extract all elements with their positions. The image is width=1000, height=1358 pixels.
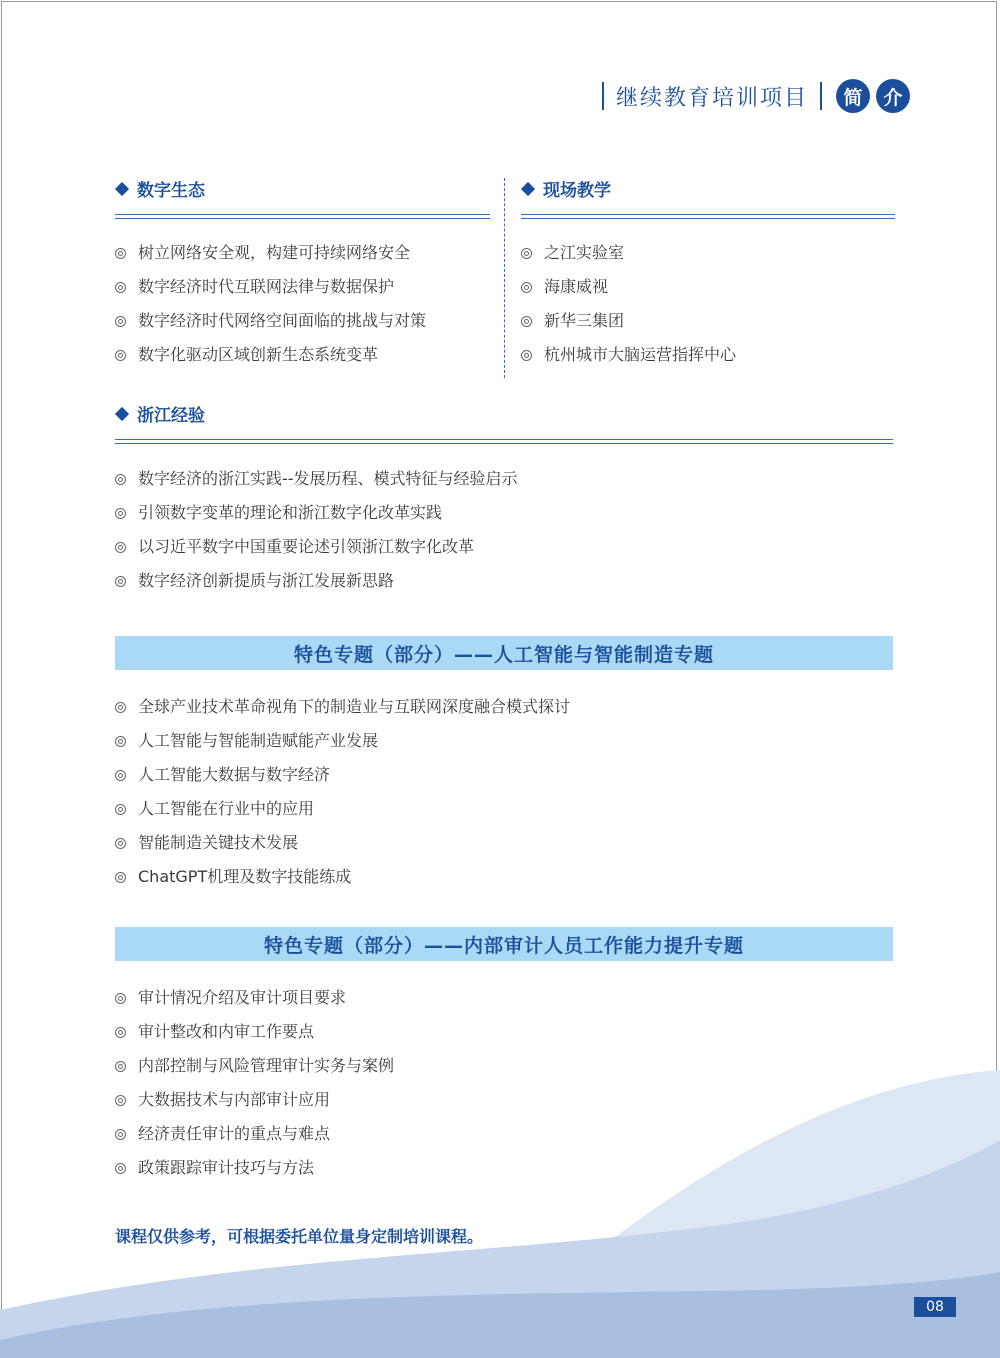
header-badge-char: 介 (876, 79, 910, 113)
circle-bullet-icon (115, 316, 126, 327)
list-item: 新华三集团 (521, 304, 736, 338)
list-item: 数字经济的浙江实践--发展历程、模式特征与经验启示 (115, 462, 518, 496)
list-item: 杭州城市大脑运营指挥中心 (521, 338, 736, 372)
list-item: 审计情况介绍及审计项目要求 (115, 981, 394, 1015)
list-digital-ecology (115, 236, 426, 372)
section-title-zhejiang-experience (115, 401, 205, 426)
header-title: 继续教育培训项目 (615, 85, 808, 111)
topic-banner-ai: 特色专题（部分）——人工智能与智能制造专题 (115, 636, 893, 670)
section-title-text: 现场教学 (543, 181, 611, 201)
circle-bullet-icon (521, 350, 532, 361)
footnote: 课程仅供参考，可根据委托单位量身定制培训课程。 (115, 1227, 484, 1246)
circle-bullet-icon (115, 702, 126, 713)
circle-bullet-icon (115, 350, 126, 361)
circle-bullet-icon (115, 838, 126, 849)
list-item: 全球产业技术革命视角下的制造业与互联网深度融合模式探讨 (115, 690, 570, 724)
circle-bullet-icon (115, 770, 126, 781)
circle-bullet-icon (115, 542, 126, 553)
section-title-text: 数字生态 (137, 181, 205, 201)
list-item: 海康威视 (521, 270, 736, 304)
circle-bullet-icon (115, 872, 126, 883)
section-rule (115, 214, 490, 219)
list-onsite-teaching (521, 236, 736, 372)
list-item: 数字化驱动区域创新生态系统变革 (115, 338, 426, 372)
section-title-onsite-teaching (521, 176, 611, 201)
diamond-icon (521, 181, 535, 195)
circle-bullet-icon (115, 576, 126, 587)
list-item: 人工智能大数据与数字经济 (115, 758, 570, 792)
list-ai-topic (115, 690, 570, 894)
circle-bullet-icon (521, 282, 532, 293)
list-item: 引领数字变革的理论和浙江数字化改革实践 (115, 496, 518, 530)
list-item: 经济责任审计的重点与难点 (115, 1117, 394, 1151)
section-rule (115, 439, 893, 444)
circle-bullet-icon (115, 248, 126, 259)
circle-bullet-icon (115, 804, 126, 815)
page-header (602, 78, 910, 114)
header-divider (602, 82, 604, 110)
list-zhejiang-experience (115, 462, 518, 598)
list-item: 数字经济时代互联网法律与数据保护 (115, 270, 426, 304)
circle-bullet-icon (521, 248, 532, 259)
section-rule (521, 214, 895, 219)
circle-bullet-icon (115, 993, 126, 1004)
list-item: 审计整改和内审工作要点 (115, 1015, 394, 1049)
circle-bullet-icon (521, 316, 532, 327)
list-item: 内部控制与风险管理审计实务与案例 (115, 1049, 394, 1083)
list-item: 数字经济时代网络空间面临的挑战与对策 (115, 304, 426, 338)
circle-bullet-icon (115, 1027, 126, 1038)
header-divider (820, 82, 822, 110)
list-item: 数字经济创新提质与浙江发展新思路 (115, 564, 518, 598)
circle-bullet-icon (115, 282, 126, 293)
header-badge-char: 简 (836, 79, 870, 113)
decorative-waves (0, 1040, 1000, 1358)
list-item: 人工智能与智能制造赋能产业发展 (115, 724, 570, 758)
list-item: 政策跟踪审计技巧与方法 (115, 1151, 394, 1185)
section-title-digital-ecology (115, 176, 205, 201)
circle-bullet-icon (115, 508, 126, 519)
list-item: 树立网络安全观，构建可持续网络安全 (115, 236, 426, 270)
list-item: 以习近平数字中国重要论述引领浙江数字化改革 (115, 530, 518, 564)
diamond-icon (115, 406, 129, 420)
circle-bullet-icon (115, 474, 126, 485)
circle-bullet-icon (115, 736, 126, 747)
list-item: 大数据技术与内部审计应用 (115, 1083, 394, 1117)
section-title-text: 浙江经验 (137, 406, 205, 426)
list-item: ChatGPT机理及数字技能练成 (115, 860, 570, 894)
list-item: 之江实验室 (521, 236, 736, 270)
list-item: 智能制造关键技术发展 (115, 826, 570, 860)
topic-banner-audit: 特色专题（部分）——内部审计人员工作能力提升专题 (115, 927, 893, 961)
page-number: 08 (914, 1297, 956, 1317)
list-item: 人工智能在行业中的应用 (115, 792, 570, 826)
column-divider (504, 178, 505, 378)
diamond-icon (115, 181, 129, 195)
